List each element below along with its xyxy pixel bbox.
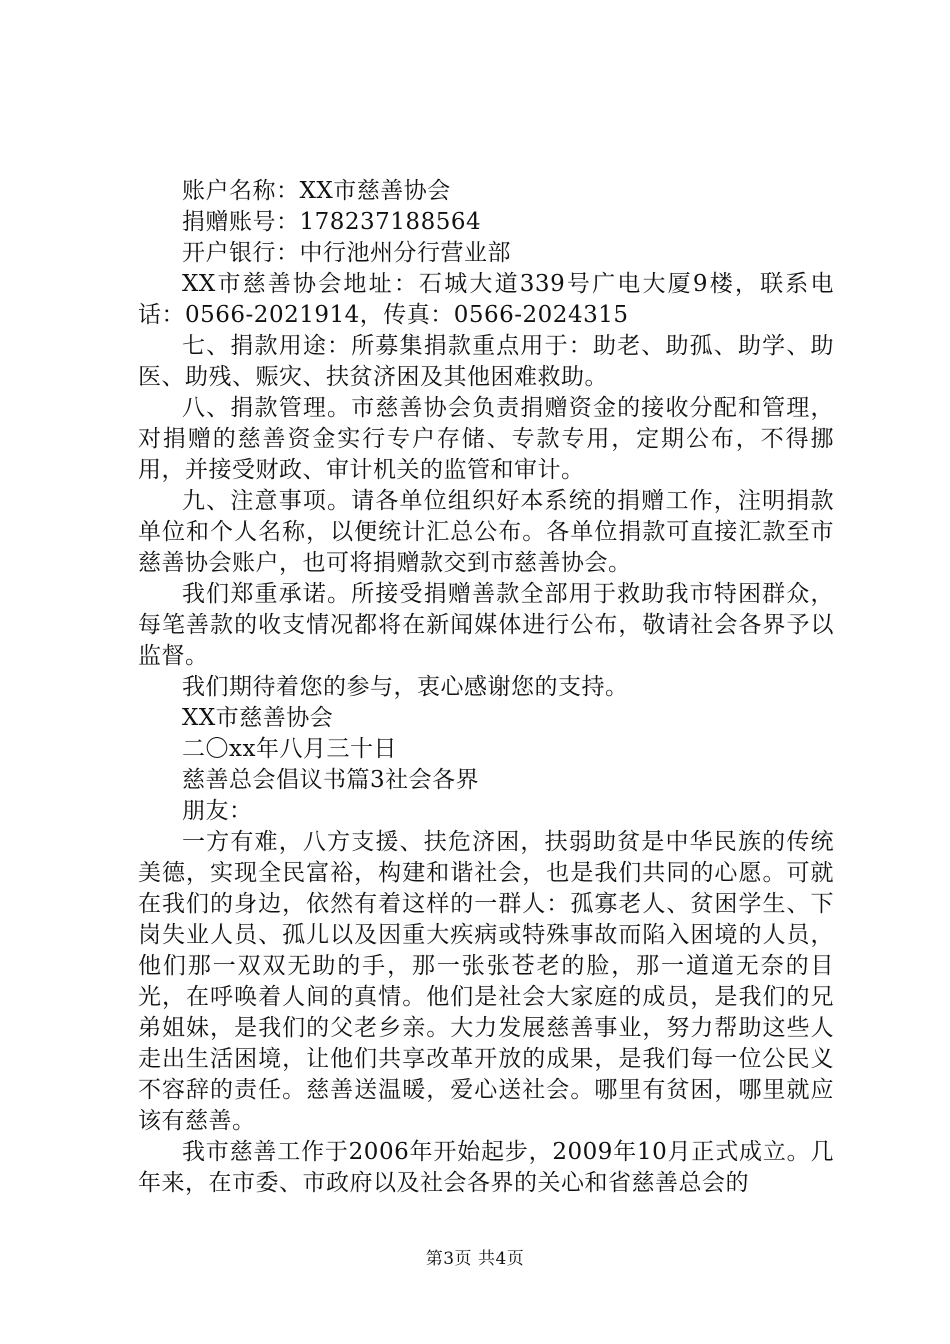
paragraph-donation-management: 八、捐款管理。市慈善协会负责捐赠资金的接收分配和管理，对捐赠的慈善资金实行专户存储、专款专用，定期公布，不得挪用，并接受财政、审计机关的监管和审计。 xyxy=(138,395,834,483)
section-title: 慈善总会倡议书篇3社会各界 xyxy=(182,767,480,793)
paragraph-account-number: 捐赠账号：178237188564 xyxy=(182,209,482,235)
page-number-footer: 第3页 共4页 xyxy=(425,1249,525,1269)
document-body xyxy=(138,176,834,1199)
paragraph-bank: 开户银行：中行池州分行营业部 xyxy=(182,240,511,266)
paragraph-history: 我市慈善工作于2006年开始起步，2009年10月正式成立。几年来，在市委、市政府以及社会各界的关心和省慈善总会的 xyxy=(138,1139,834,1196)
paragraph-promise: 我们郑重承诺。所接受捐赠善款全部用于救助我市特困群众，每笔善款的收支情况都将在新闻媒体进行公布，敬请社会各界予以监督。 xyxy=(138,581,834,669)
paragraph-address: XX市慈善协会地址：石城大道339号广电大厦9楼，联系电话：0566-2021914，传真：0566-2024315 xyxy=(138,271,834,328)
paragraph-thanks: 我们期待着您的参与，衷心感谢您的支持。 xyxy=(182,674,629,700)
signature-date: 二〇xx年八月三十日 xyxy=(182,736,397,762)
paragraph-account-name: 账户名称：XX市慈善协会 xyxy=(182,178,451,204)
paragraph-donation-use: 七、捐款用途：所募集捐款重点用于：助老、助孤、助学、助医、助残、赈灾、扶贫济困及其他困难救助。 xyxy=(138,333,834,390)
paragraph-appeal: 一方有难，八方支援、扶危济困，扶弱助贫是中华民族的传统美德，实现全民富裕，构建和谐社会，也是我们共同的心愿。可就在我们的身边，依然有着这样的一群人：孤寡老人、贫困学生、下岗失业人员、孤儿以及因重大疾病或特殊事故而陷入困境的人员，他们那一双双无助的手，那一张张苍老的脸，那一道道无奈的目光，在呼唤着人间的真情。他们是社会大家庭的成员，是我们的兄弟姐妹，是我们的父老乡亲。大力发展慈善事业，努力帮助这些人走出生活困境，让他们共享改革开放的成果，是我们每一位公民义不容辞的责任。慈善送温暖，爱心送社会。哪里有贫困，哪里就应该有慈善。 xyxy=(138,829,834,1134)
signature-organization: XX市慈善协会 xyxy=(182,705,334,731)
salutation: 朋友： xyxy=(182,798,253,824)
paragraph-notes: 九、注意事项。请各单位组织好本系统的捐赠工作，注明捐款单位和个人名称，以便统计汇总公布。各单位捐款可直接汇款至市慈善协会账户，也可将捐赠款交到市慈善协会。 xyxy=(138,488,834,576)
